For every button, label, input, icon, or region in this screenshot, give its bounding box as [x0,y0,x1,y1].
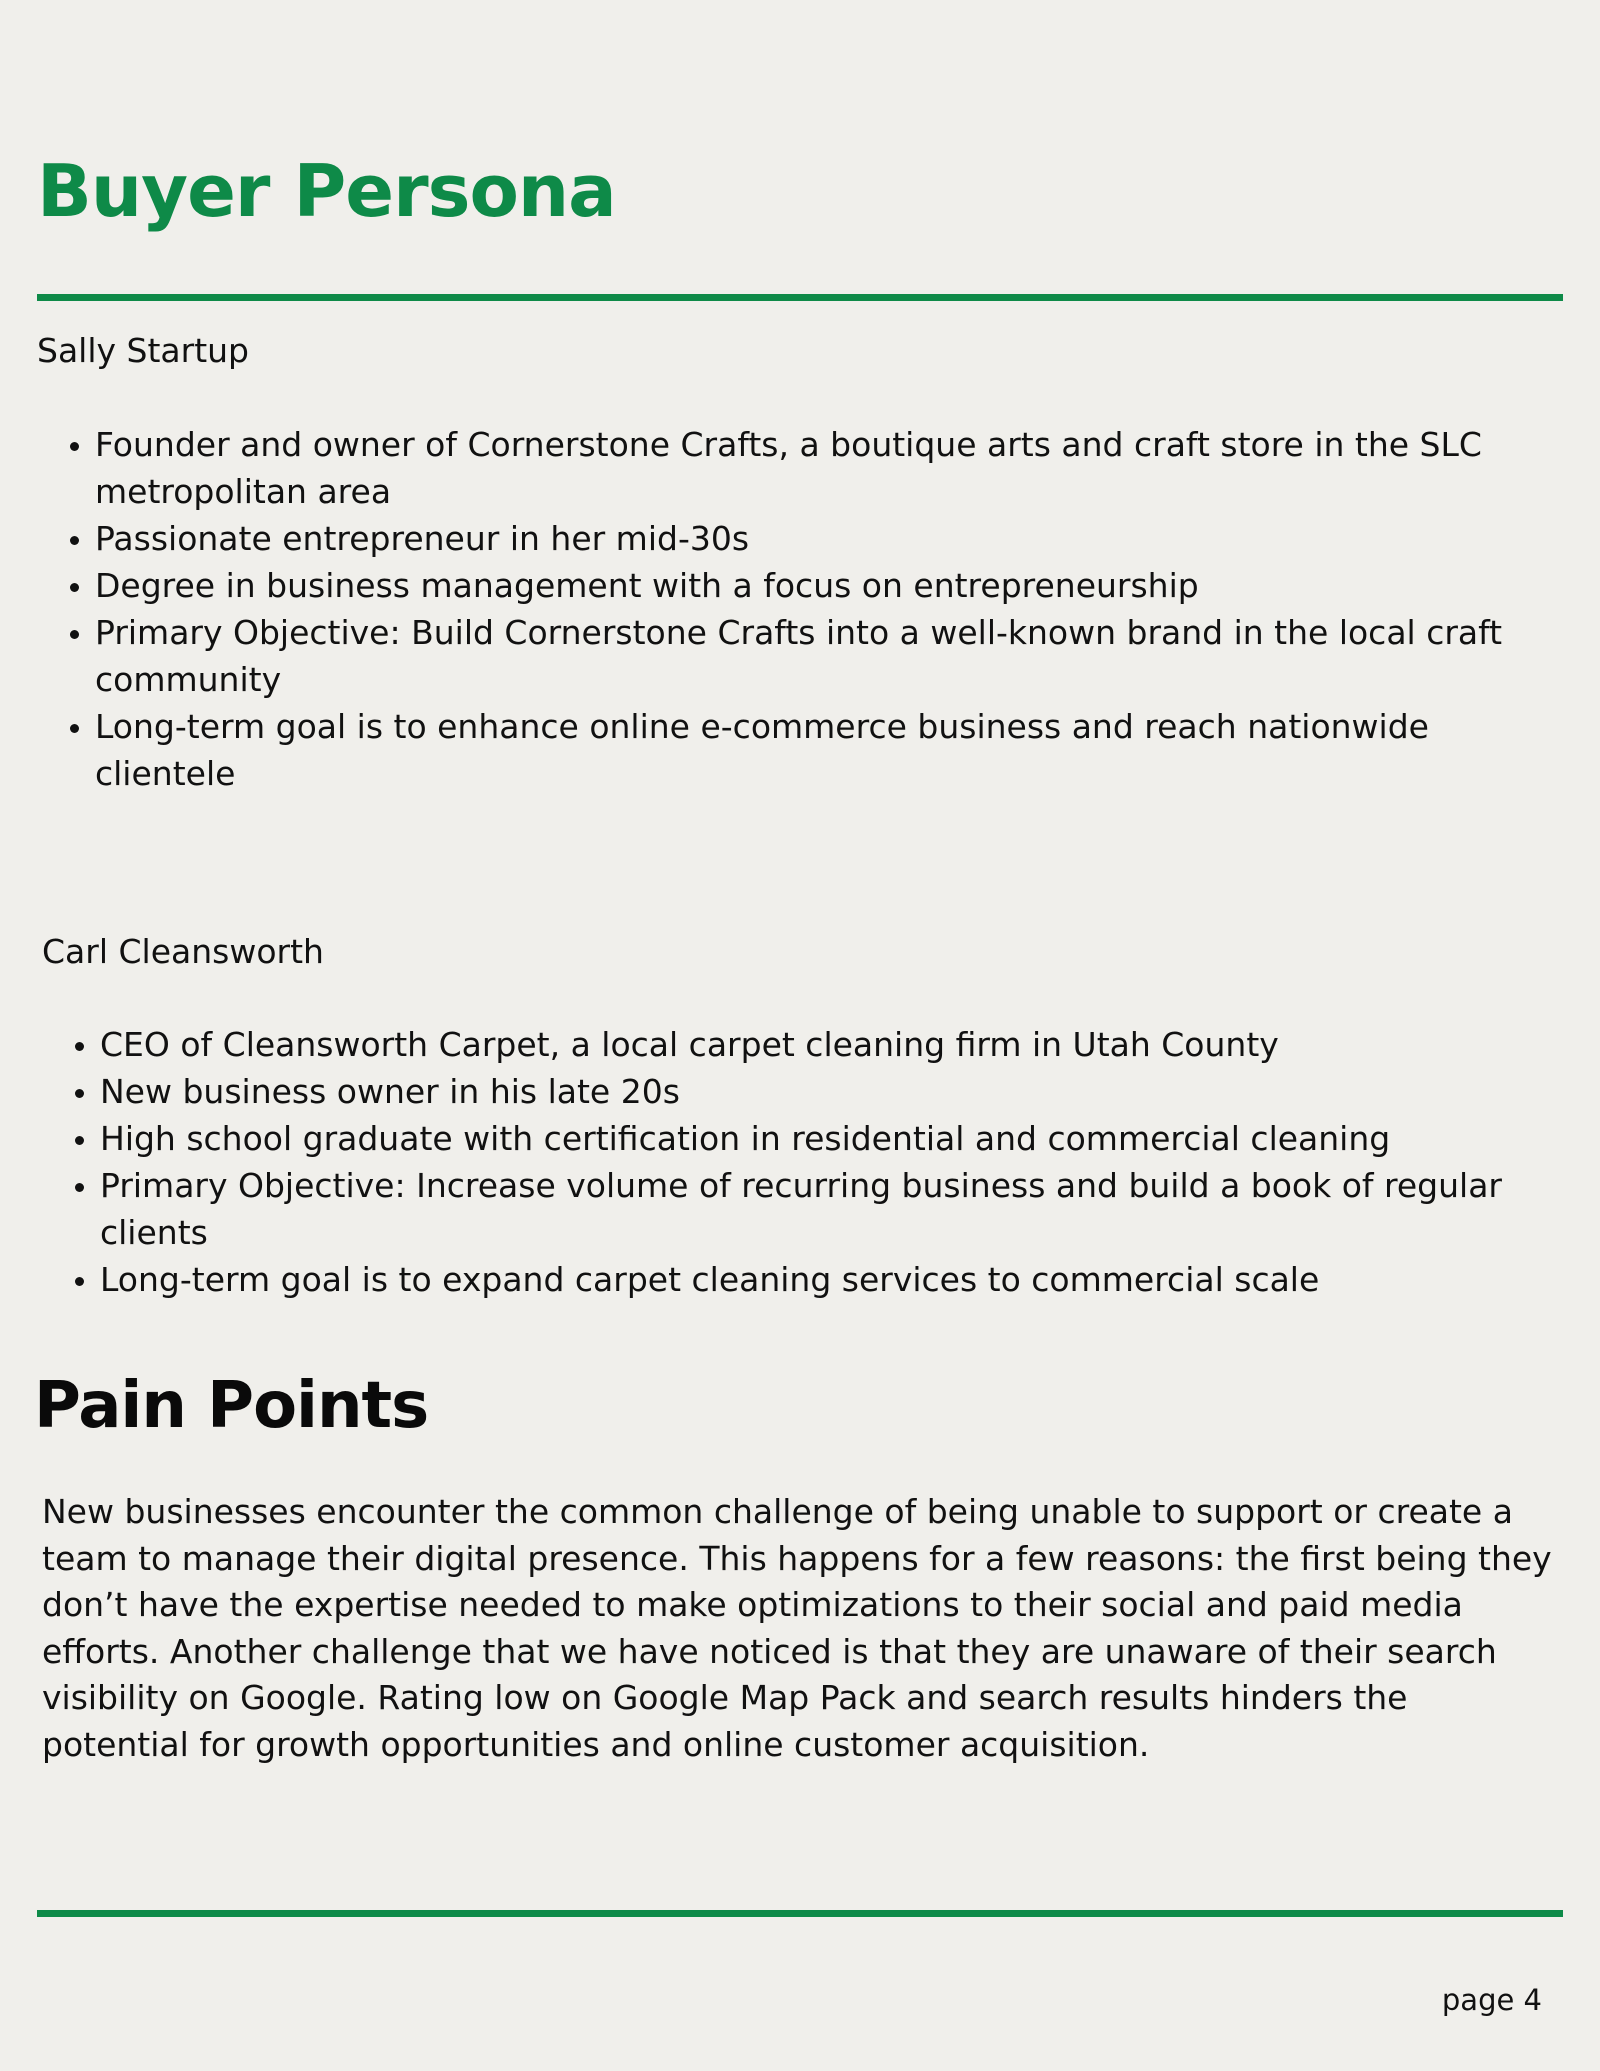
list-item: • Degree in business management with a focus on entrepreneurship [95,562,1567,609]
pain-points-paragraph: New businesses encounter the common challenge of being unable to support or create a team to manage their digital presence. This happens for a few reasons: the first being they don’t have the expertise needed to make optimizations to their social and paid media efforts. Another challenge that we have noticed is that they are unaware of their search visibility on Google. Rating low on Google Map Pack and search results hinders the potential for growth opportunities and online customer acquisition. [42,1492,1552,1764]
list-item: • New business owner in his late 20s [100,1068,1572,1115]
list-item: • Founder and owner of Cornerstone Crafts, a boutique arts and craft store in the SLC metropolitan area [95,421,1567,515]
page-number: page 4 [1441,1983,1542,2017]
list-item: • Long-term goal is to expand carpet cleaning services to commercial scale [100,1256,1572,1303]
list-item: • Primary Objective: Build Cornerstone Crafts into a well-known brand in the local craft community [95,609,1567,703]
list-item: • High school graduate with certification in residential and commercial cleaning [100,1115,1572,1162]
persona-details-list [42,1021,1572,1303]
pain-points-heading: Pain Points [34,1369,429,1443]
list-item: • Long-term goal is to enhance online e-commerce business and reach nationwide clientele [95,703,1567,797]
persona-name: Sally Startup [37,331,250,370]
top-divider [37,294,1563,301]
list-item: • Passionate entrepreneur in her mid-30s [95,515,1567,562]
list-item: • CEO of Cleansworth Carpet, a local carpet cleaning firm in Utah County [100,1021,1572,1068]
page-title: Buyer Persona [37,149,616,233]
list-item: • Primary Objective: Increase volume of recurring business and build a book of regular clients [100,1162,1572,1256]
persona-details-list [37,421,1567,797]
persona-name: Carl Cleansworth [42,932,324,971]
bottom-divider [37,1910,1563,1917]
